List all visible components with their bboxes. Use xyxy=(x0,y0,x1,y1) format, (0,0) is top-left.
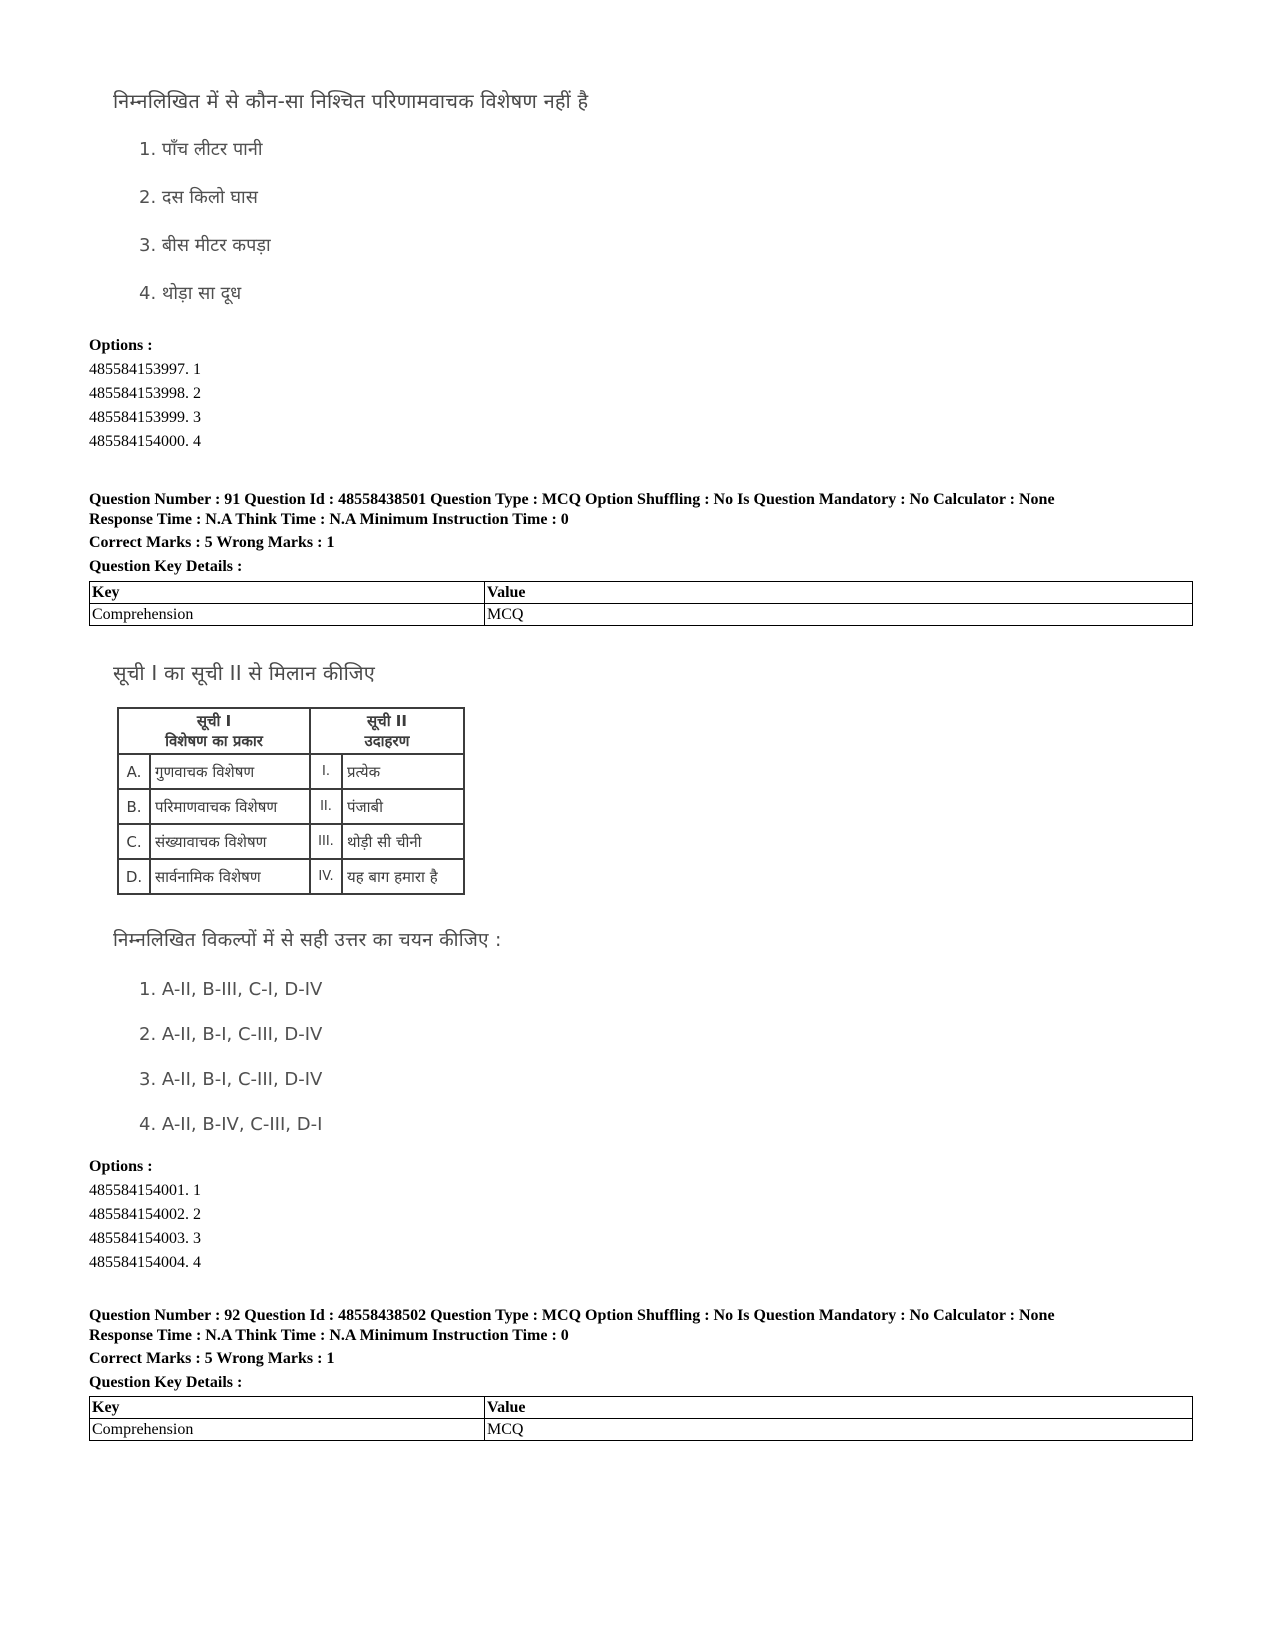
match-kind: सार्वनामिक विशेषण xyxy=(150,859,310,894)
question-choice: 3. बीस मीटर कपड़ा xyxy=(139,235,271,256)
match-roman: IV. xyxy=(310,859,342,894)
marks-line: Correct Marks : 5 Wrong Marks : 1 xyxy=(89,534,335,551)
list-one-header xyxy=(118,708,310,754)
question-instruction: निम्नलिखित विकल्पों में से सही उत्तर का चयन कीजिए : xyxy=(113,929,502,951)
match-letter: D. xyxy=(118,859,150,894)
options-label: Options : xyxy=(89,1158,153,1175)
list-one-subtitle: विशेषण का प्रकार xyxy=(165,732,263,750)
match-roman: I. xyxy=(310,754,342,789)
match-row xyxy=(118,859,464,894)
question-meta-line: Response Time : N.A Think Time : N.A Minimum Instruction Time : 0 xyxy=(89,1327,569,1344)
question-choice: 3. A-II, B-I, C-III, D-IV xyxy=(139,1069,323,1090)
match-roman: II. xyxy=(310,789,342,824)
match-kind: संख्यावाचक विशेषण xyxy=(150,824,310,859)
match-letter: C. xyxy=(118,824,150,859)
option-line: 485584153998. 2 xyxy=(89,385,201,402)
marks-line: Correct Marks : 5 Wrong Marks : 1 xyxy=(89,1350,335,1367)
match-row xyxy=(118,789,464,824)
match-roman: III. xyxy=(310,824,342,859)
match-row xyxy=(118,754,464,789)
option-line: 485584154000. 4 xyxy=(89,433,201,450)
list-one-title: सूची I xyxy=(196,712,232,730)
match-kind: गुणवाचक विशेषण xyxy=(150,754,310,789)
list-two-subtitle: उदाहरण xyxy=(364,732,410,750)
key-details-label: Question Key Details : xyxy=(89,558,243,575)
table-header-row xyxy=(90,1397,1193,1419)
question-stem: सूची I का सूची II से मिलान कीजिए xyxy=(113,661,376,685)
match-row xyxy=(118,824,464,859)
table-header-value: Value xyxy=(485,582,1193,604)
table-header-key: Key xyxy=(90,1397,485,1419)
table-cell-value: MCQ xyxy=(485,604,1193,626)
option-line: 485584154002. 2 xyxy=(89,1206,201,1223)
option-line: 485584153997. 1 xyxy=(89,361,201,378)
key-details-table xyxy=(89,581,1193,626)
table-row xyxy=(90,604,1193,626)
table-cell-value: MCQ xyxy=(485,1419,1193,1441)
option-line: 485584154003. 3 xyxy=(89,1230,201,1247)
options-label: Options : xyxy=(89,337,153,354)
question-choice: 4. A-II, B-IV, C-III, D-I xyxy=(139,1114,323,1135)
match-kind: परिमाणवाचक विशेषण xyxy=(150,789,310,824)
match-letter: B. xyxy=(118,789,150,824)
table-row xyxy=(90,1419,1193,1441)
option-line: 485584153999. 3 xyxy=(89,409,201,426)
table-cell-key: Comprehension xyxy=(90,604,485,626)
match-table xyxy=(117,707,465,895)
key-details-label: Question Key Details : xyxy=(89,1374,243,1391)
table-header-key: Key xyxy=(90,582,485,604)
match-example: पंजाबी xyxy=(342,789,464,824)
list-two-header xyxy=(310,708,464,754)
match-letter: A. xyxy=(118,754,150,789)
table-cell-key: Comprehension xyxy=(90,1419,485,1441)
list-two-title: सूची II xyxy=(367,712,407,730)
question-meta-line: Response Time : N.A Think Time : N.A Minimum Instruction Time : 0 xyxy=(89,511,569,528)
question-choice: 2. A-II, B-I, C-III, D-IV xyxy=(139,1024,323,1045)
table-header-row xyxy=(90,582,1193,604)
question-choice: 4. थोड़ा सा दूध xyxy=(139,283,242,304)
question-choice: 1. A-II, B-III, C-I, D-IV xyxy=(139,979,323,1000)
option-line: 485584154001. 1 xyxy=(89,1182,201,1199)
match-table-header xyxy=(118,708,464,754)
question-meta-line: Question Number : 92 Question Id : 48558438502 Question Type : MCQ Option Shuffling : No Is Question Mandatory : No Calculator : None xyxy=(89,1307,1055,1324)
match-example: थोड़ी सी चीनी xyxy=(342,824,464,859)
question-choice: 2. दस किलो घास xyxy=(139,187,258,208)
match-example: यह बाग हमारा है xyxy=(342,859,464,894)
option-line: 485584154004. 4 xyxy=(89,1254,201,1271)
question-stem: निम्नलिखित में से कौन-सा निश्चित परिणामवाचक विशेषण नहीं है xyxy=(113,89,589,113)
table-header-value: Value xyxy=(485,1397,1193,1419)
match-example: प्रत्येक xyxy=(342,754,464,789)
question-meta-line: Question Number : 91 Question Id : 48558438501 Question Type : MCQ Option Shuffling : No Is Question Mandatory : No Calculator : None xyxy=(89,491,1055,508)
question-choice: 1. पाँच लीटर पानी xyxy=(139,139,263,160)
key-details-table xyxy=(89,1396,1193,1441)
